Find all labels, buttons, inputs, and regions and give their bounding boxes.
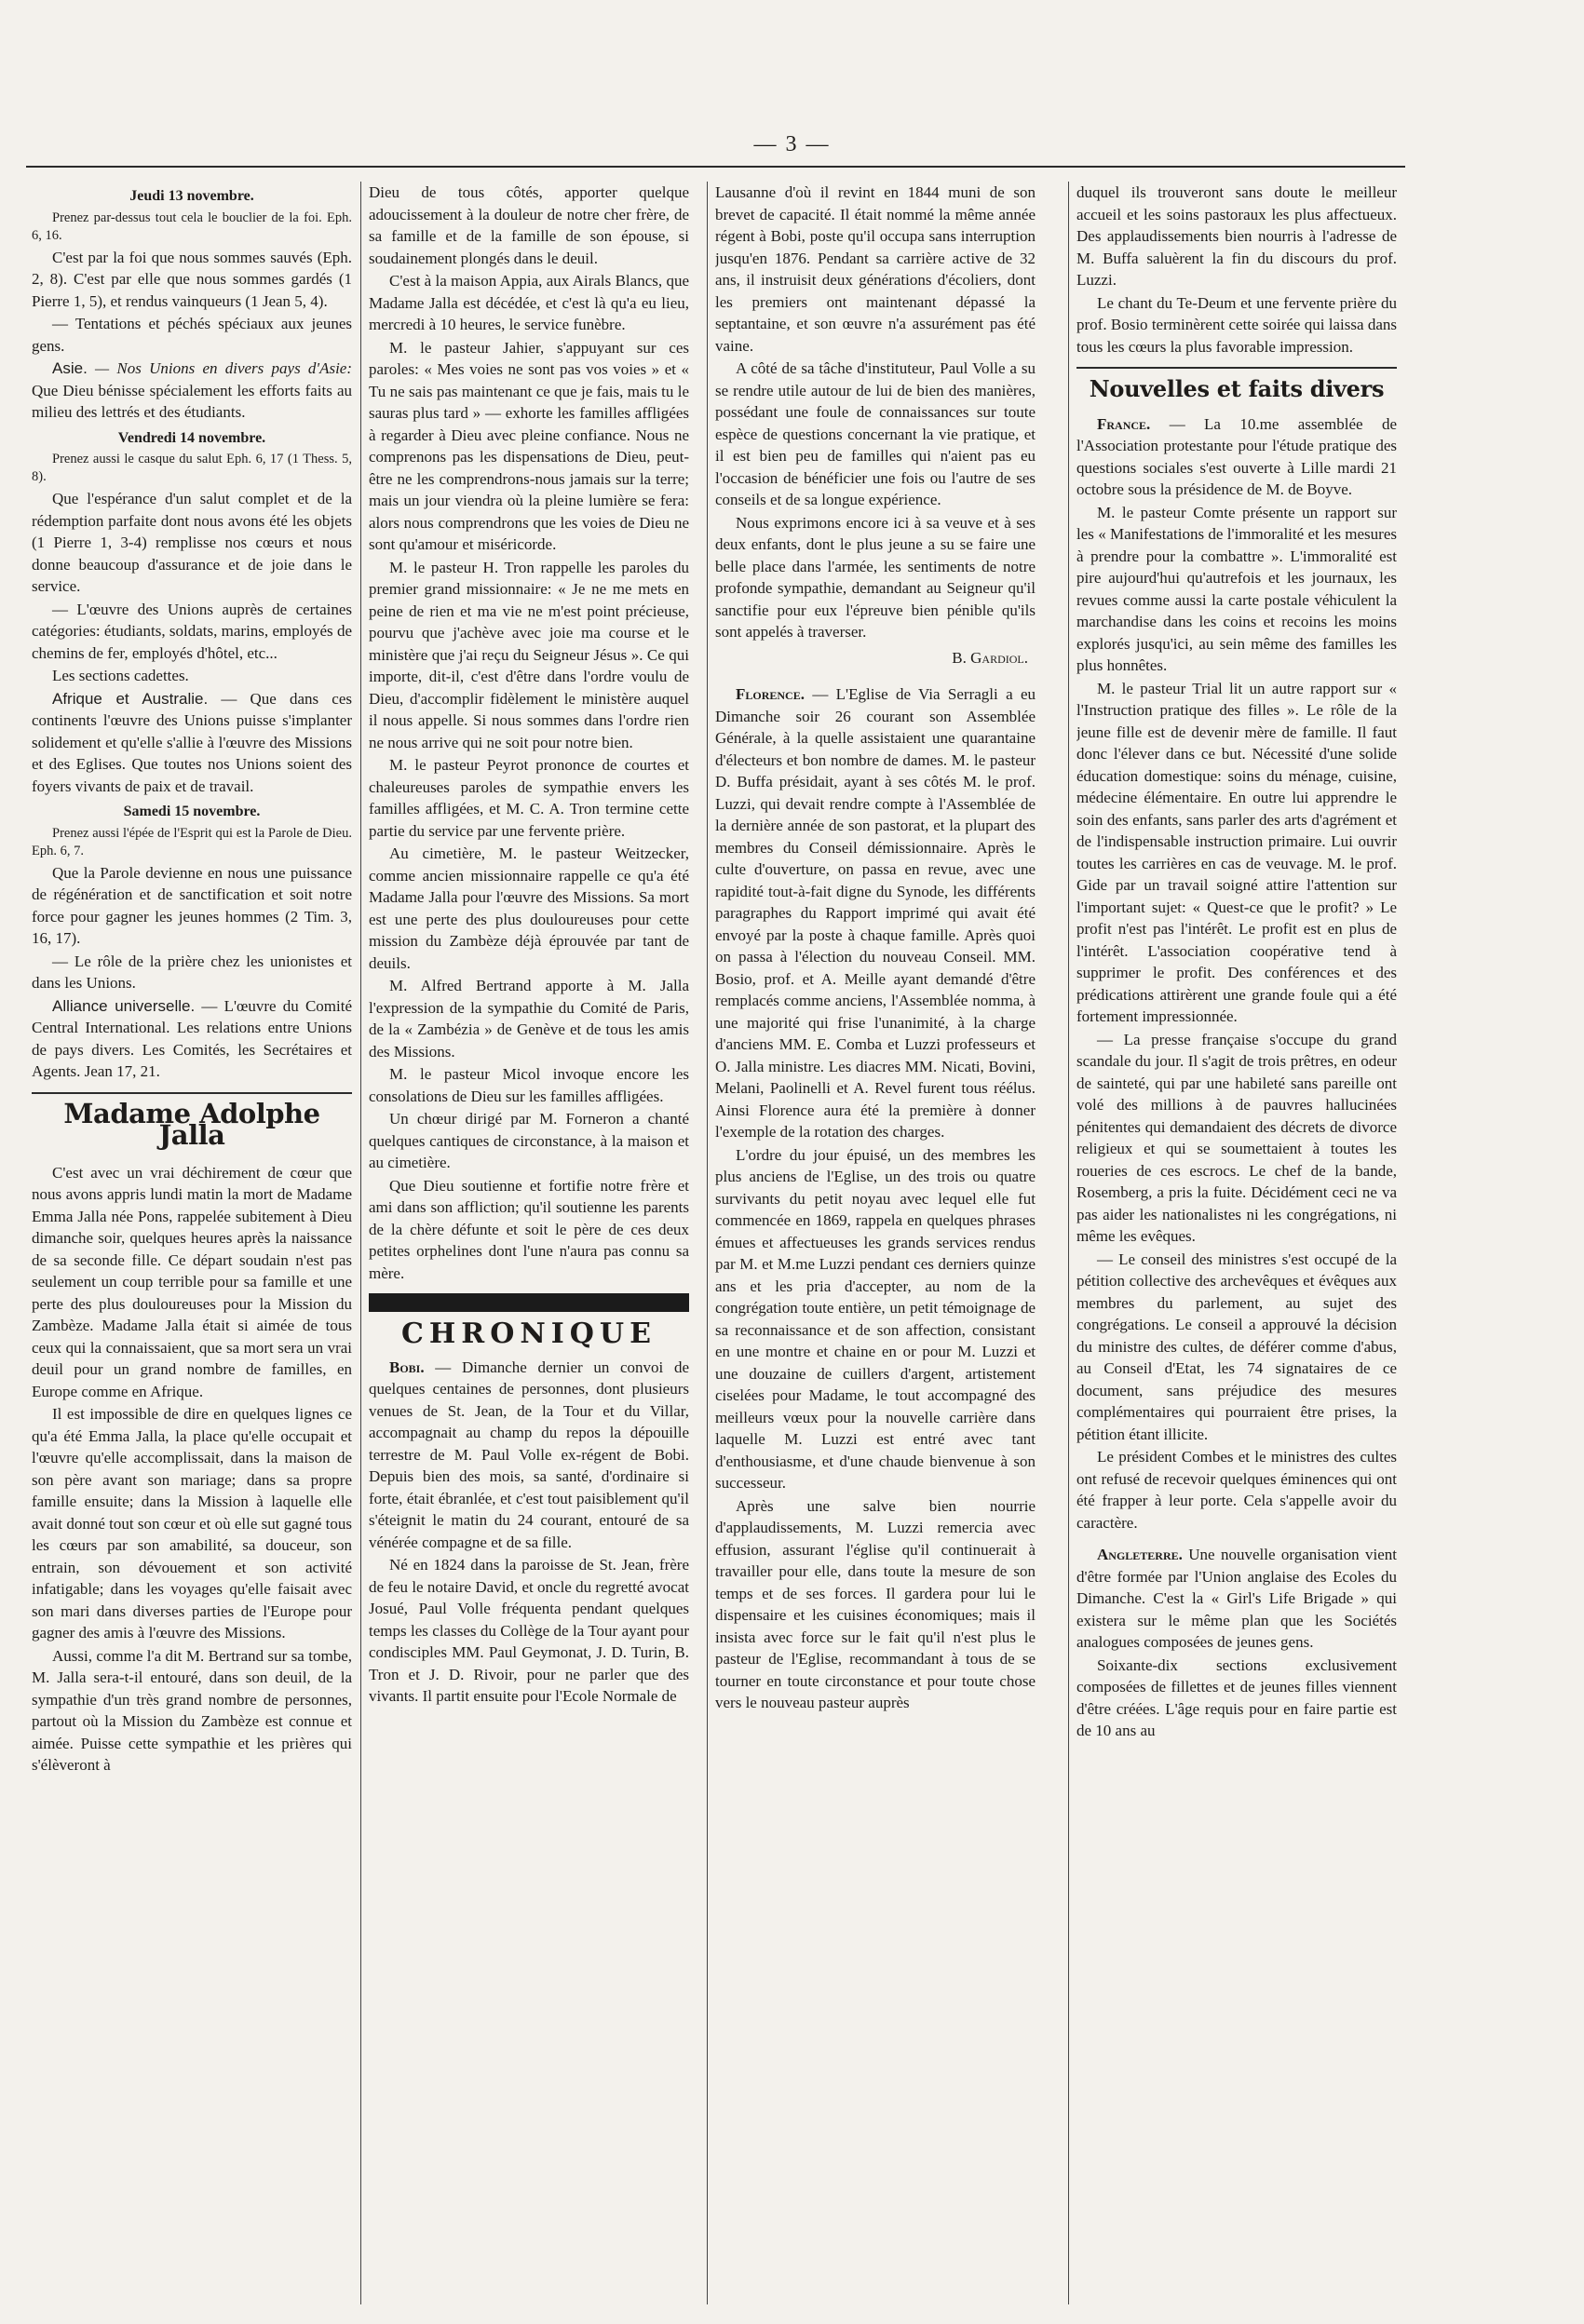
place-label: Angleterre. — [1097, 1546, 1183, 1563]
paragraph: duquel ils trouveront sans doute le meilleur accueil et les soins pastoraux les plus affectueux. Des applaudissements bien nourris à l'adresse de M. Buffa saluèrent la fin du discours du prof. Luzzi. — [1076, 183, 1397, 289]
paragraph: M. le pasteur Micol invoque encore les consolations de Dieu sur les familles affligées. — [369, 1065, 689, 1105]
paragraph-text: — Que dans ces continents l'œuvre des Unions puisse s'implanter solidement et qu'elle s'allie à l'œuvre des Missions et des Eglises. Que toutes nos Unions soient des foyers vivants de paix et de travail. — [32, 689, 352, 795]
section-banner — [369, 1293, 689, 1312]
region-label: Asie. — [52, 359, 88, 377]
section-rule — [32, 1092, 352, 1094]
paragraph — [715, 683, 1036, 1143]
paragraph: M. le pasteur Trial lit un autre rapport sur « l'Instruction pratique des filles ». Le rôle de la jeune fille est de devenir mère de famille. Il faut donc l'élever dans ce but. Nécessité d'une solide éducation domestique: soins du ménage, cuisine, médecine élémentaire. En outre lui apprendre le soin des enfants, sans parler des arts d'agrément et de l'indispensable instruction primaire. Lui ouvrir toutes les carrières en cas de veuvage. M. le prof. Gide par un travail soigné attire l'attention sur l'important sujet: « Quest-ce que le profit? » Le profit n'est pas l'intérêt. Le profit est en plus de l'intérêt. L'association coopérative tend à supprimer le profit. Des conférences et des prédications attirèrent une grande foule qui a été fortement impressionnée. — [1076, 679, 1397, 1025]
page-number: — 3 — — [753, 132, 831, 156]
paragraph — [369, 1357, 689, 1554]
column-divider — [1068, 182, 1069, 2304]
column-2 — [369, 182, 689, 2304]
paragraph: Le chant du Te-Deum et une fervente prière du prof. Bosio terminèrent cette soirée qui laissa dans tous les cœurs la plus favorable impression. — [1076, 293, 1397, 356]
paragraph-text: Une nouvelle organisation vient d'être formée par l'Union anglaise des Ecoles du Dimanche. C'est la « Girl's Life Brigade » qui existera sur le même plan que les Sociétés analogues composées de jeunes gens. — [1076, 1546, 1397, 1651]
paragraph: M. Alfred Bertrand apporte à M. Jalla l'expression de la sympathie du Comité de Paris, de la « Zambézia » de Genève et de tous les amis des Missions. — [369, 977, 689, 1061]
paragraph — [1076, 413, 1397, 501]
paragraph: Aussi, comme l'a dit M. Bertrand sur sa tombe, M. Jalla sera-t-il entouré, dans son deuil, de la sympathie d'un très grand nombre de personnes, partout où la Mission du Zambèze est connue et aimée. Puisse cette sympathie et les prières qui s'élèveront à — [32, 1646, 352, 1774]
paragraph-text: Que Dieu bénisse spécialement les efforts faits au milieu des lettrés et des étudiants. — [32, 381, 352, 421]
devotion-date: Samedi 15 novembre. — [123, 804, 261, 819]
paragraph: Soixante-dix sections exclusivement composées de fillettes et de jeunes filles viennent d'être créées. L'âge requis pour en faire partie est de 10 ans au — [1076, 1655, 1397, 1739]
paragraph: Né en 1824 dans la paroisse de St. Jean, frère de feu le notaire David, et oncle du regretté avocat Josué, Paul Volle fréquenta pendant quelques temps les classes du Collège de la Tour ayant pour condisciples MM. Paul Geymonat, J. D. Turin, B. Tron et J. D. Rivoir, pour ne parler que des vivants. Il partit ensuite pour l'Ecole Normale de — [369, 1556, 689, 1705]
column-4 — [1076, 182, 1397, 2304]
paragraph-text: — La 10.me assemblée de l'Association protestante pour l'étude pratique des questions sociales s'est ouverte à Lille mardi 21 octobre sous la présidence de M. de Boyve. — [1076, 414, 1397, 498]
paragraph: — Tentations et péchés spéciaux aux jeunes gens. — [32, 315, 352, 355]
place-label: Bobi. — [389, 1358, 425, 1376]
paragraph: — La presse française s'occupe du grand scandale du jour. Il s'agit de trois prêtres, en odeur de sainteté, qui par une habileté sans pareille ont volé des millions à de pauvres hallucinées pénitentes qui demandaient des décrets de divorce religieux et qui se soumettaient à toutes les roueries de ces escrocs. Le chef de la bande, Rosemberg, a pris la fuite. Décidément ceci ne va pas aider les nationalistes ni les congrégations, ni même les evêques. — [1076, 1030, 1397, 1245]
paragraph: — Le rôle de la prière chez les unionistes et dans les Unions. — [32, 952, 352, 992]
paragraph: Après une salve bien nourrie d'applaudissements, M. Luzzi remercia avec effusion, assurant l'église qu'il continuerait à travailler pour elle, dans toute la mesure de son temps et de ses forces. Il gardera pour lui le dispensaire et les cuisines économiques; mais il insista avec force sur le fait qu'il n'est plus le pasteur de l'Eglise, recommandant à tous de se tourner en toute circonstance et pour toute chose vers le nouveau pasteur auprès — [715, 1496, 1036, 1711]
place-label: Florence. — [736, 685, 805, 703]
paragraph-text: — L'œuvre du Comité Central International. Les relations entre Unions de pays divers. Les Comités, les Secrétaires et Agents. Jean 17, 21. — [32, 996, 352, 1080]
signature: B. Gardiol. — [952, 648, 1028, 667]
scripture-ref: Prenez aussi le casque du salut Eph. 6, 17 (1 Thess. 5, 8). — [32, 452, 352, 484]
paragraph: Au cimetière, M. le pasteur Weitzecker, comme ancien missionnaire rappelle ce qu'a été Madame Jalla pour l'œuvre des Missions. Sa mort est une perte des plus douloureuses pour cette mission du Zambèze déjà éprouvée par tant de deuils. — [369, 844, 689, 972]
paragraph: Nous exprimons encore ici à sa veuve et à ses deux enfants, dont le plus jeune a su se faire une belle place dans l'armée, les sentiments de notre profonde sympathie, demandant au Seigneur qu'il sanctifie pour eux l'épreuve bien pénible qu'ils sont appelés à traverser. — [715, 513, 1036, 641]
paragraph — [32, 358, 352, 424]
paragraph: M. le pasteur H. Tron rappelle les paroles du premier grand missionnaire: « Je ne me mets en peine de rien et ma vie ne m'est point précieuse, pourvu que j'achève avec joie ma course et le ministère que j'ai reçu du Seigneur Jésus ». Ce qui importe, dit-il, c'est d'être dans l'ordre voulu de Dieu, d'accomplir fidèlement le ministère auquel il nous appelle. Si nous sommes dans l'ordre rien ne nous arrive qui ne soit pour notre bien. — [369, 558, 689, 751]
paragraph: Que Dieu soutienne et fortifie notre frère et ami dans son affliction; qu'il soutienne les parents de la chère défunte et soit le père de ces deux petites orphelines dont l'une n'aura pas connu sa mère. — [369, 1176, 689, 1282]
region-label: Afrique et Australie. — [52, 689, 209, 708]
paragraph: C'est à la maison Appia, aux Airals Blancs, que Madame Jalla est décédée, et c'est là qu'a eu lieu, mercredi à 10 heures, le service funèbre. — [369, 272, 689, 333]
section-rule — [1076, 367, 1397, 369]
paragraph — [32, 995, 352, 1083]
devotion-date: Vendredi 14 novembre. — [117, 429, 266, 446]
scripture-ref: Prenez par-dessus tout cela le bouclier de la foi. Eph. 6, 16. — [32, 209, 352, 243]
paragraph: Un chœur dirigé par M. Forneron a chanté quelques cantiques de circonstance, à la maison et au cimetière. — [369, 1110, 689, 1171]
column-1 — [32, 182, 352, 2304]
article-title: Madame Adolphe Jalla — [63, 1097, 320, 1151]
paragraph: Que la Parole devienne en nous une puissance de régénération et de sanctification et soit notre force pour gagner les jeunes hommes (2 Tim. 3, 16, 17). — [32, 863, 352, 947]
region-subtitle: — Nos Unions en divers pays d'Asie: — [95, 359, 352, 377]
column-3 — [715, 182, 1036, 2304]
spacer — [1076, 1534, 1397, 1544]
header-rule — [26, 166, 1405, 168]
region-label: Alliance universelle. — [52, 996, 196, 1015]
column-divider — [707, 182, 708, 2304]
paragraph: M. le pasteur Comte présente un rapport sur les « Manifestations de l'immoralité et les mesures à prendre pour la combattre ». L'immoralité est pire aujourd'hui qu'autrefois et les journaux, les revues comme aussi la carte postale véhiculent la marchandise dans les coins et recoins les moins explorés jusqu'ici, au sein même des familles les plus honnêtes. — [1076, 503, 1397, 674]
scripture-ref: Prenez aussi l'épée de l'Esprit qui est la Parole de Dieu. Eph. 6, 7. — [32, 825, 352, 858]
paragraph — [32, 688, 352, 798]
section-title: CHRONIQUE — [401, 1317, 657, 1350]
devotion-date: Jeudi 13 novembre. — [129, 188, 254, 204]
paragraph: Que l'espérance d'un salut complet et de la rédemption parfaite dont nous avons été les objets (1 Pierre 1, 3-4) remplisse nos cœurs et nous donne beaucoup d'assurance et de joie dans le service. — [32, 490, 352, 595]
paragraph: M. le pasteur Peyrot prononce de courtes et chaleureuses paroles de sympathie envers les familles affligées, et M. C. A. Tron termine cette partie du service par une fervente prière. — [369, 756, 689, 840]
place-label: France. — [1097, 414, 1151, 433]
paragraph: C'est avec un vrai déchirement de cœur que nous avons appris lundi matin la mort de Madame Emma Jalla née Pons, rappelée subitement à Dieu dimanche soir, quelques heures après la naissance de sa seconde fille. Ce départ soudain n'est pas seulement un coup terrible pour sa famille et une perte des plus douloureuses pour la Mission du Zambèze. Madame Jalla était si aimée de tous ceux qui la connaissaient, que sa mort sera un vrai deuil pour un grand nombre de familles, en Europe comme en Afrique. — [32, 1163, 352, 1400]
paragraph: L'ordre du jour épuisé, un des membres les plus anciens de l'Eglise, un des trois ou quatre survivants du petit noyau avec lequel elle fut commencée en 1869, rappela en quelques phrases émues et affectueuses les grands services rendus par M. et M.me Luzzi pendant ces derniers quinze ans et les pria d'accepter, au nom de la congrégation toute entière, un petit témoignage de sa reconnaissance et de son affection, consistant en une montre et chaine en or pour M. Luzzi et une douzaine de cuillers d'argent, artistement ciselées pour Madame, le tout accompagné des meilleurs vœux pour la nouvelle carrière dans laquelle M. Luzzi est entré avec tant d'enthousiasme, et d'une chaude bienvenue à son successeur. — [715, 1145, 1036, 1492]
paragraph: Il est impossible de dire en quelques lignes ce qu'a été Emma Jalla, la place qu'elle occupait et l'œuvre qu'elle accomplissait, dans la maison de son père avant son mariage; dans sa propre famille ensuite; dans la Mission à laquelle elle avait donné tout son cœur et où elle sut gagné tous les cœurs par son amabilité, sa douceur, son entrain, son dévouement et son activité infatigable; dans les voyages qu'elle faisait avec son mari dans diverses parties de l'Europe pour gagner des amis à l'œuvre des Missions. — [32, 1405, 352, 1642]
paragraph: Les sections cadettes. — [52, 667, 189, 684]
paragraph: Dieu de tous côtés, apporter quelque adoucissement à la douleur de notre cher frère, de sa famille et de la famille de son épouse, si soudainement plongés dans le deuil. — [369, 183, 689, 267]
paragraph: Le président Combes et le ministres des cultes ont refusé de recevoir quelques éminences qui ont été frapper à leur porte. Cela s'appelle avoir du caractère. — [1076, 1448, 1397, 1532]
column-divider — [360, 182, 361, 2304]
paragraph-text: — Dimanche dernier un convoi de quelques centaines de personnes, dont plusieurs venues de St. Jean, de la Tour et du Villar, accompagnait au champ du repos la dépouille terrestre de M. Paul Volle ex-régent de Bobi. Depuis bien des mois, sa santé, d'ordinaire si forte, était ébranlée, et c'est tout paisiblement qu'il s'éteignit le matin du 24 courant, entouré de sa vénérée compagne et de sa fille. — [369, 1358, 689, 1551]
paragraph: Lausanne d'où il revint en 1844 muni de son brevet de capacité. Il était nommé la même année régent à Bobi, poste qu'il occupa sans interruption jusqu'en 1876. Pendant sa carrière active de 32 ans, il instruisit deux générations d'écoliers, dont les premiers ont maintenant dépassé la septantaine, et son œuvre n'a assurément pas été vaine. — [715, 183, 1036, 355]
paragraph — [1076, 1544, 1397, 1654]
paragraph: C'est par la foi que nous sommes sauvés (Eph. 2, 8). C'est par elle que nous sommes gardés (1 Pierre 1, 5), et rendus vainqueurs (1 Jean 5, 4). — [32, 248, 352, 310]
section-title: Nouvelles et faits divers — [1089, 375, 1385, 402]
paragraph: — Le conseil des ministres s'est occupé de la pétition collective des archevêques et évêques aux membres du parlement, au sujet des congrégations. Le conseil a approuvé la décision du ministre des cultes, de déférer comme d'abus, au Conseil d'Etat, les 74 signataires de ce document, sans préjudice des mesures complémentaires qui pourraient être prises, la pétition étant illicite. — [1076, 1250, 1397, 1443]
paragraph: M. le pasteur Jahier, s'appuyant sur ces paroles: « Mes voies ne sont pas vos voies » et « Tu ne sais pas maintenant ce que je fais, mais tu le sauras plus tard » — exhorte les familles affligées à regarder à Dieu avec pleine confiance. Nous ne comprenons pas les dispensations de Dieu, peut-être ne les comprendrons-nous jamais sur la terre; mais un jour viendra où la pleine lumière se fera: alors nous comprendrons que les voies de Dieu ne sont qu'amour et miséricorde. — [369, 338, 689, 553]
paragraph: — L'œuvre des Unions auprès de certaines catégories: étudiants, soldats, marins, employés de chemins de fer, employés d'hôtel, etc... — [32, 600, 352, 662]
paragraph: A côté de sa tâche d'instituteur, Paul Volle a su se rendre utile autour de lui de bien des manières, possédant une foule de connaissances sur toute espèce de questions concernant la vie pratique, et il est bien peu de familles qui n'aient pas eu l'occasion de bénéficier une fois ou l'autre de ses conseils et de sa longue expérience. — [715, 359, 1036, 508]
paragraph-text: — L'Eglise de Via Serragli a eu Dimanche soir 26 courant son Assemblée Générale, à la quelle assistaient une quarantaine d'électeurs et bon nombre de dames. M. le pasteur D. Buffa présidait, ayant à ses côtés M. le prof. Luzzi, qui devait rendre compte à l'Assemblée de la dernière année de son pastorat, et la plupart des membres du Conseil démissionnaire. Après le culte d'ouverture, on passa en revue, avec une rapidité tout-à-fait digne du Synode, les différents paragraphes du Rapport imprimé qui avait été envoyé par la poste à chaque famille. Après quoi on passa à l'élection du nouveau Conseil. MM. Bosio, prof. et A. Meille ayant demandé d'être remplacés comme anciens, l'Assemblée nomma, à une majorité qui frise l'unanimité, à la charge d'anciens MM. E. Comba et Luzzi professeurs et O. Jalla ministre. Les diacres MM. Nicati, Bovini, Melani, Paolinelli et A. Revel furent tous réélus. Ainsi Florence aura été la première à donner l'exemple de la rotation des charges. — [715, 685, 1036, 1141]
